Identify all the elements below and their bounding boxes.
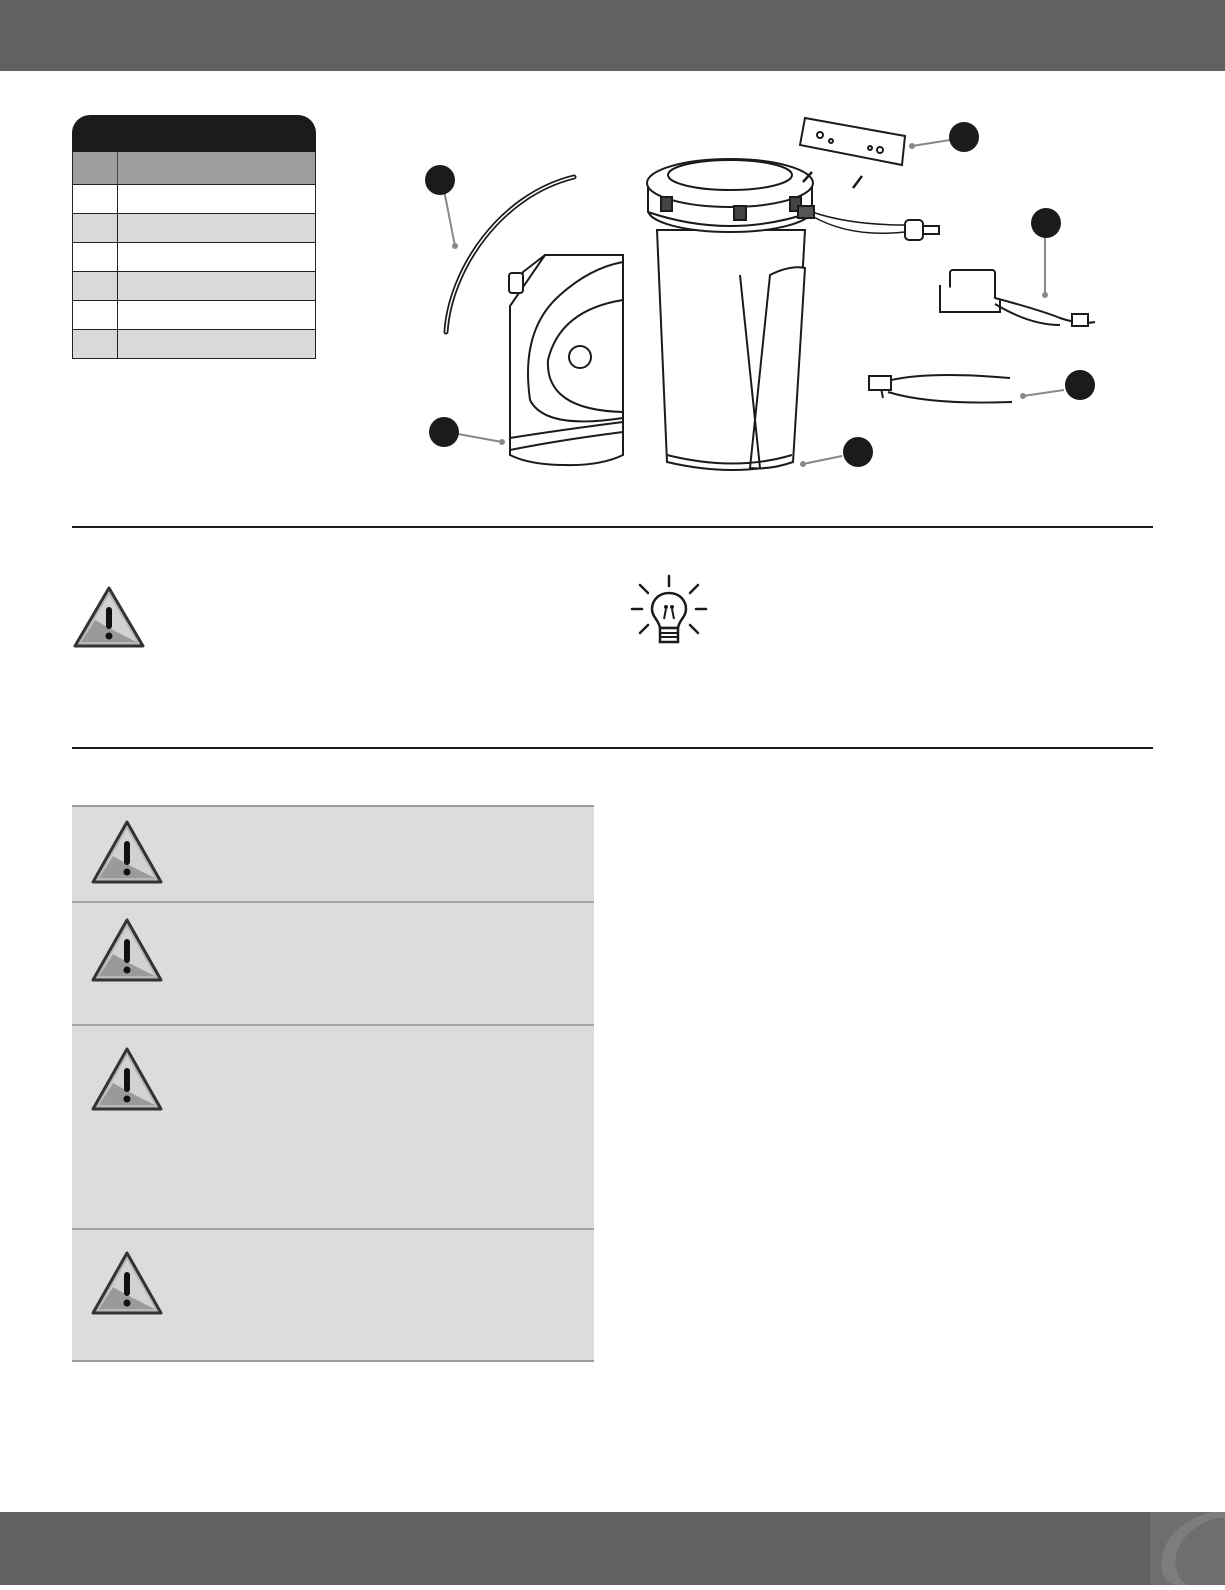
transformer-illustration [940,270,1095,326]
table-row [72,242,316,271]
table-row [72,329,316,359]
footer-logo-tab [1150,1512,1225,1585]
parts-table-subheader [72,152,316,184]
section-divider [72,747,1153,749]
parts-table-header [72,115,316,152]
table-row [72,271,316,300]
callout [429,417,505,447]
warning-cell [72,1026,594,1230]
warning-icon [90,917,164,983]
warning-icon [90,1250,164,1316]
table-row [72,213,316,242]
page-header-bar [0,0,1225,71]
callout [909,122,979,152]
wall-bracket-illustration [800,118,905,188]
callout [800,437,873,467]
section-divider [72,526,1153,528]
parts-table [72,115,316,359]
drop-logo-icon [1150,1512,1225,1585]
table-row [72,184,316,213]
lightbulb-icon [630,573,708,651]
warning-icon [90,1046,164,1112]
warning-cell [72,807,594,903]
callout [425,165,458,249]
callout [1031,208,1061,298]
page-footer-bar [0,1512,1225,1585]
table-row [72,300,316,329]
strap-illustration [869,375,1012,403]
warning-icon [72,585,146,649]
water-softener-illustration [647,159,939,470]
warning-cell [72,1230,594,1360]
warning-cell [72,903,594,1026]
brine-tank-illustration [509,255,623,465]
warning-panel [72,805,594,1362]
parts-illustration [400,100,1120,490]
warning-icon [90,819,164,885]
callout [1020,370,1095,400]
